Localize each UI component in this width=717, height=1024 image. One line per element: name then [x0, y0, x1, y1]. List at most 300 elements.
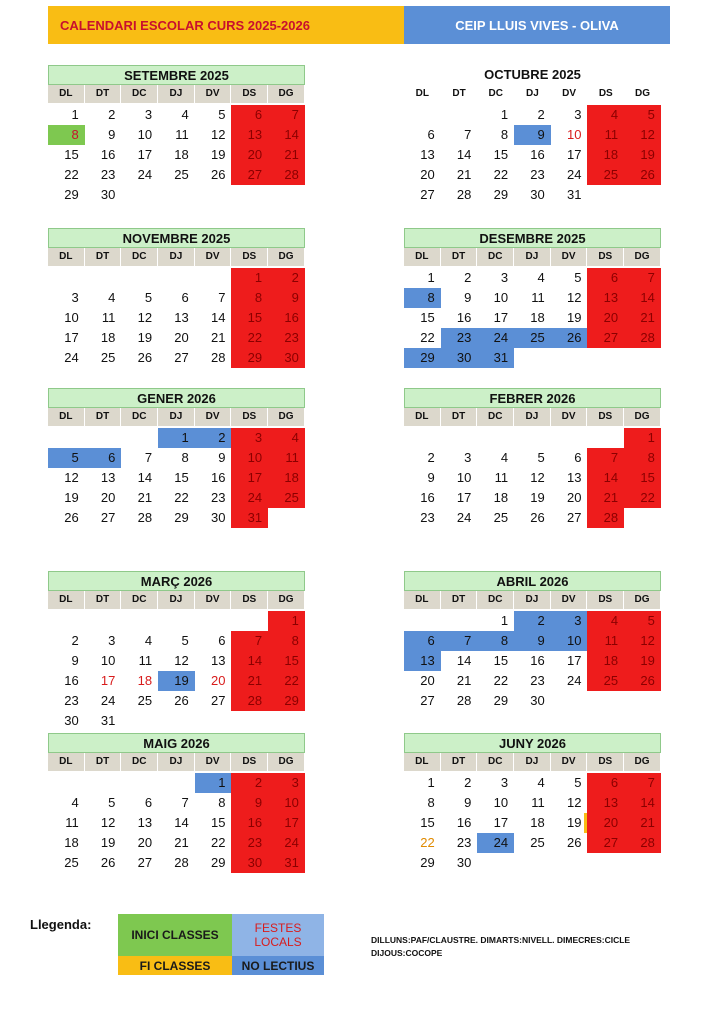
day-cell: 9	[514, 125, 551, 145]
day-cell: 17	[493, 815, 509, 830]
day-cell: 26	[566, 835, 582, 850]
empty-cell	[195, 611, 232, 631]
day-cell: 22	[493, 167, 509, 182]
month-block	[48, 228, 305, 368]
day-cell: 6	[427, 127, 435, 142]
day-cell: 31	[268, 853, 305, 873]
day-cell: 30	[268, 348, 305, 368]
weekday-label: DG	[268, 408, 305, 426]
day-cell: 5	[48, 448, 85, 468]
day-cell: 4	[537, 775, 545, 790]
weekday-label: DT	[452, 88, 466, 99]
day-cell: 23	[64, 693, 79, 708]
day-cell: 28	[587, 508, 624, 528]
day-cell: 5	[144, 290, 153, 305]
empty-cell	[85, 268, 122, 288]
empty-cell	[121, 611, 158, 631]
day-cell: 4	[108, 290, 116, 305]
weekday-label: DT	[85, 248, 122, 266]
day-cell: 12	[624, 125, 661, 145]
weekday-label: DS	[598, 88, 613, 99]
month-block	[48, 388, 305, 528]
day-cell: 9	[427, 470, 435, 485]
day-cell: 12	[530, 470, 545, 485]
empty-cell	[441, 105, 478, 125]
weekday-label: DC	[121, 408, 158, 426]
weekday-label: DJ	[526, 88, 539, 99]
day-cell: 26	[210, 167, 226, 182]
weekday-label: DV	[195, 85, 232, 103]
day-cell: 2	[268, 268, 305, 288]
day-cell: 29	[174, 510, 189, 525]
weekday-label: DT	[85, 85, 122, 103]
day-cell: 1	[195, 773, 232, 793]
weekday-label: DJ	[514, 248, 551, 266]
day-cell: 13	[587, 288, 624, 308]
day-cell: 23	[210, 490, 226, 505]
day-cell: 8	[500, 127, 509, 142]
day-cell: 28	[210, 350, 226, 365]
day-cell: 24	[268, 833, 305, 853]
day-cell: 20	[210, 673, 226, 688]
day-cell: 27	[566, 510, 582, 525]
month-block	[404, 65, 661, 205]
empty-cell	[477, 428, 514, 448]
day-grid	[48, 428, 305, 528]
weekday-label: DL	[48, 753, 85, 771]
day-cell: 19	[64, 490, 79, 505]
day-cell: 3	[500, 775, 509, 790]
day-cell: 31	[231, 508, 268, 528]
day-cell: 22	[268, 671, 305, 691]
day-cell: 2	[71, 633, 79, 648]
day-cell: 16	[268, 308, 305, 328]
empty-cell	[121, 428, 158, 448]
day-cell: 5	[574, 775, 582, 790]
day-cell: 13	[566, 470, 582, 485]
weekday-label: DS	[587, 753, 624, 771]
day-cell: 14	[268, 125, 305, 145]
day-cell: 7	[587, 448, 624, 468]
day-cell: 1	[624, 428, 661, 448]
weekday-label: DJ	[158, 408, 195, 426]
month-title: ABRIL 2026	[404, 571, 661, 591]
day-grid	[404, 105, 661, 205]
day-cell: 24	[566, 673, 582, 688]
day-cell: 16	[456, 815, 472, 830]
day-cell: 16	[210, 470, 226, 485]
day-cell: 25	[587, 165, 624, 185]
day-cell: 13	[100, 470, 116, 485]
day-cell: 30	[456, 855, 472, 870]
day-cell: 15	[231, 308, 268, 328]
day-cell: 25	[100, 350, 116, 365]
day-cell: 18	[174, 147, 189, 162]
day-cell: 30	[231, 853, 268, 873]
weekday-header	[48, 753, 305, 771]
month-title: SETEMBRE 2025	[48, 65, 305, 85]
day-cell: 15	[493, 653, 509, 668]
day-cell: 2	[231, 773, 268, 793]
month-title: JUNY 2026	[404, 733, 661, 753]
weekday-label: DJ	[514, 591, 551, 609]
weekday-label: DG	[624, 248, 661, 266]
empty-cell	[48, 428, 85, 448]
day-cell: 30	[64, 713, 79, 728]
day-cell: 23	[231, 833, 268, 853]
day-cell: 2	[464, 775, 472, 790]
weekday-label: DV	[195, 248, 232, 266]
weekday-label: DJ	[158, 591, 195, 609]
day-cell: 17	[268, 813, 305, 833]
day-cell: 10	[231, 448, 268, 468]
day-cell: 18	[530, 815, 545, 830]
day-cell: 23	[530, 167, 545, 182]
day-cell: 27	[420, 187, 435, 202]
weekday-label: DG	[634, 88, 650, 99]
meeting-notes: DILLUNS:PAF/CLAUSTRE. DIMARTS:NIVELL. DIMECRES:CICLE DIJOUS:COCOPE	[371, 935, 631, 958]
month-title: MAIG 2026	[48, 733, 305, 753]
day-cell: 6	[85, 448, 122, 468]
weekday-header	[404, 591, 661, 609]
empty-cell	[514, 428, 551, 448]
day-cell: 21	[624, 813, 661, 833]
day-cell: 11	[175, 127, 189, 142]
day-cell: 14	[456, 147, 472, 162]
day-cell: 23	[530, 673, 545, 688]
day-cell: 11	[65, 815, 79, 830]
day-cell: 11	[587, 125, 624, 145]
day-cell: 12	[210, 127, 226, 142]
school-name: CEIP LLUIS VIVES - OLIVA	[404, 6, 670, 44]
day-cell: 2	[464, 270, 472, 285]
weekday-label: DS	[587, 591, 624, 609]
calendar-title: CALENDARI ESCOLAR CURS 2025-2026	[48, 6, 404, 44]
day-cell: 10	[551, 631, 588, 651]
empty-cell	[441, 611, 478, 631]
day-cell: 20	[566, 490, 582, 505]
day-cell: 19	[566, 310, 582, 325]
day-cell: 28	[624, 833, 661, 853]
day-cell: 24	[456, 510, 472, 525]
day-cell: 18	[137, 673, 153, 688]
empty-cell	[48, 268, 85, 288]
legend-festes-locals: FESTES LOCALS	[232, 914, 324, 956]
day-cell: 18	[530, 310, 545, 325]
day-cell: 10	[493, 290, 509, 305]
day-cell: 10	[493, 795, 509, 810]
day-cell: 29	[210, 855, 226, 870]
weekday-label: DS	[231, 591, 268, 609]
day-cell: 5	[574, 270, 582, 285]
day-cell: 15	[64, 147, 79, 162]
day-cell: 24	[477, 328, 514, 348]
empty-cell	[48, 773, 85, 793]
day-cell: 23	[100, 167, 116, 182]
weekday-label: DJ	[514, 408, 551, 426]
day-cell: 18	[100, 330, 116, 345]
day-cell: 17	[493, 310, 509, 325]
day-cell: 19	[551, 813, 588, 833]
weekday-header	[404, 408, 661, 426]
day-cell: 8	[231, 288, 268, 308]
day-cell: 5	[624, 611, 661, 631]
day-cell: 11	[494, 470, 509, 485]
day-cell: 4	[268, 428, 305, 448]
weekday-label: DS	[587, 408, 624, 426]
day-cell: 1	[158, 428, 195, 448]
day-cell: 14	[174, 815, 189, 830]
day-cell: 31	[566, 187, 582, 202]
weekday-label: DG	[268, 591, 305, 609]
weekday-header	[404, 85, 661, 103]
day-cell: 16	[64, 673, 79, 688]
day-cell: 13	[174, 310, 189, 325]
day-cell: 23	[441, 328, 478, 348]
weekday-label: DG	[624, 753, 661, 771]
day-cell: 9	[71, 653, 79, 668]
day-cell: 3	[144, 107, 153, 122]
month-block	[404, 388, 661, 528]
day-cell: 25	[64, 855, 79, 870]
day-cell: 20	[231, 145, 268, 165]
day-cell: 11	[587, 631, 624, 651]
month-title: GENER 2026	[48, 388, 305, 408]
day-cell: 7	[624, 268, 661, 288]
day-cell: 19	[100, 835, 116, 850]
weekday-label: DS	[231, 85, 268, 103]
day-cell: 20	[587, 308, 624, 328]
day-cell: 9	[108, 127, 116, 142]
weekday-label: DG	[624, 408, 661, 426]
month-block	[404, 571, 661, 711]
day-cell: 2	[195, 428, 232, 448]
weekday-header	[48, 591, 305, 609]
day-cell: 19	[530, 490, 545, 505]
day-cell: 25	[493, 510, 509, 525]
weekday-label: DT	[85, 408, 122, 426]
day-cell: 28	[231, 691, 268, 711]
month-block	[404, 228, 661, 368]
day-cell: 24	[477, 833, 514, 853]
day-cell: 1	[427, 270, 435, 285]
day-cell: 11	[531, 795, 545, 810]
day-cell: 15	[624, 468, 661, 488]
day-cell: 16	[420, 490, 435, 505]
day-cell: 12	[64, 470, 79, 485]
weekday-header	[404, 248, 661, 266]
day-grid	[404, 268, 661, 368]
weekday-header	[48, 248, 305, 266]
day-cell: 20	[174, 330, 189, 345]
day-cell: 17	[456, 490, 472, 505]
day-cell: 3	[574, 107, 582, 122]
day-cell: 10	[64, 310, 79, 325]
weekday-header	[48, 408, 305, 426]
day-cell: 28	[137, 510, 153, 525]
day-cell: 16	[530, 653, 545, 668]
day-cell: 20	[420, 673, 435, 688]
day-cell: 22	[231, 328, 268, 348]
day-cell: 3	[464, 450, 472, 465]
day-cell: 26	[530, 510, 545, 525]
day-cell: 10	[137, 127, 153, 142]
day-cell: 14	[624, 793, 661, 813]
weekday-label: DT	[85, 753, 122, 771]
day-cell: 13	[210, 653, 226, 668]
day-cell: 22	[210, 835, 226, 850]
empty-cell	[48, 611, 85, 631]
weekday-label: DJ	[158, 248, 195, 266]
day-cell: 2	[537, 107, 545, 122]
day-cell: 13	[587, 793, 624, 813]
day-cell: 14	[231, 651, 268, 671]
weekday-label: DV	[551, 753, 588, 771]
day-cell: 14	[624, 288, 661, 308]
day-cell: 1	[231, 268, 268, 288]
day-cell: 12	[100, 815, 116, 830]
day-cell: 19	[137, 330, 153, 345]
day-cell: 4	[181, 107, 189, 122]
day-cell: 1	[427, 775, 435, 790]
weekday-label: DC	[121, 248, 158, 266]
empty-cell	[404, 105, 441, 125]
weekday-label: DT	[441, 408, 478, 426]
weekday-label: DC	[477, 248, 514, 266]
day-cell: 11	[101, 310, 116, 325]
day-cell: 3	[268, 773, 305, 793]
empty-cell	[158, 611, 195, 631]
weekday-label: DG	[268, 85, 305, 103]
day-cell: 8	[268, 631, 305, 651]
day-cell: 8	[624, 448, 661, 468]
day-cell: 18	[587, 145, 624, 165]
weekday-label: DL	[48, 85, 85, 103]
day-cell: 28	[456, 693, 472, 708]
weekday-label: DV	[562, 88, 577, 99]
day-cell: 27	[174, 350, 189, 365]
weekday-label: DC	[121, 85, 158, 103]
day-cell: 11	[268, 448, 305, 468]
day-cell: 29	[420, 855, 435, 870]
day-cell: 20	[100, 490, 116, 505]
day-grid	[48, 105, 305, 205]
day-cell: 30	[530, 187, 545, 202]
weekday-header	[48, 85, 305, 103]
weekday-label: DG	[268, 248, 305, 266]
day-cell: 10	[268, 793, 305, 813]
day-cell: 12	[566, 290, 582, 305]
empty-cell	[85, 773, 122, 793]
day-cell: 11	[138, 653, 153, 668]
empty-cell	[551, 428, 588, 448]
weekday-label: DG	[624, 591, 661, 609]
weekday-label: DL	[48, 591, 85, 609]
day-cell: 13	[420, 147, 435, 162]
day-cell: 14	[456, 653, 472, 668]
day-cell: 2	[108, 107, 116, 122]
day-cell: 4	[587, 611, 624, 631]
weekday-label: DL	[404, 408, 441, 426]
day-cell: 26	[174, 693, 189, 708]
day-cell: 14	[137, 470, 153, 485]
day-cell: 3	[231, 428, 268, 448]
day-cell: 23	[268, 328, 305, 348]
day-cell: 22	[174, 490, 189, 505]
day-cell: 9	[231, 793, 268, 813]
day-cell: 28	[456, 187, 472, 202]
day-cell: 9	[464, 290, 472, 305]
day-cell: 29	[231, 348, 268, 368]
weekday-label: DT	[441, 248, 478, 266]
weekday-label: DV	[195, 408, 232, 426]
day-cell: 17	[566, 147, 582, 162]
month-title: MARÇ 2026	[48, 571, 305, 591]
day-cell: 2	[514, 611, 551, 631]
weekday-label: DV	[195, 591, 232, 609]
weekday-label: DC	[477, 753, 514, 771]
day-cell: 21	[268, 145, 305, 165]
month-title: FEBRER 2026	[404, 388, 661, 408]
day-cell: 24	[231, 488, 268, 508]
day-cell: 7	[218, 290, 226, 305]
day-cell: 25	[587, 671, 624, 691]
legend-fi-classes: FI CLASSES	[118, 956, 232, 975]
day-cell: 15	[268, 651, 305, 671]
empty-cell	[404, 428, 441, 448]
day-cell: 7	[441, 631, 478, 651]
weekday-label: DG	[268, 753, 305, 771]
legend-inici-classes: INICI CLASSES	[118, 914, 232, 956]
day-cell: 15	[420, 815, 435, 830]
weekday-label: DT	[441, 591, 478, 609]
month-title: OCTUBRE 2025	[484, 67, 581, 82]
day-cell: 2	[427, 450, 435, 465]
weekday-label: DC	[121, 753, 158, 771]
day-cell: 3	[71, 290, 79, 305]
day-cell: 19	[210, 147, 226, 162]
day-cell: 29	[268, 691, 305, 711]
day-cell: 26	[64, 510, 79, 525]
weekday-label: DT	[85, 591, 122, 609]
day-cell: 5	[218, 107, 226, 122]
day-cell: 30	[530, 693, 545, 708]
day-cell: 15	[420, 310, 435, 325]
day-cell: 21	[210, 330, 226, 345]
day-cell: 16	[100, 147, 116, 162]
weekday-label: DS	[231, 408, 268, 426]
weekday-label: DC	[488, 88, 503, 99]
day-cell: 18	[64, 835, 79, 850]
weekday-label: DC	[121, 591, 158, 609]
empty-cell	[158, 268, 195, 288]
day-cell: 25	[530, 835, 545, 850]
weekday-label: DJ	[158, 85, 195, 103]
empty-cell	[404, 611, 441, 631]
day-cell: 4	[71, 795, 79, 810]
day-cell: 6	[404, 631, 441, 651]
day-cell: 6	[587, 268, 624, 288]
day-cell: 22	[420, 835, 435, 850]
day-cell: 21	[587, 488, 624, 508]
day-cell: 27	[587, 833, 624, 853]
month-title: DESEMBRE 2025	[404, 228, 661, 248]
day-grid	[48, 773, 305, 873]
day-cell: 10	[456, 470, 472, 485]
day-grid	[404, 611, 661, 711]
day-cell: 1	[500, 613, 509, 628]
weekday-label: DL	[404, 248, 441, 266]
